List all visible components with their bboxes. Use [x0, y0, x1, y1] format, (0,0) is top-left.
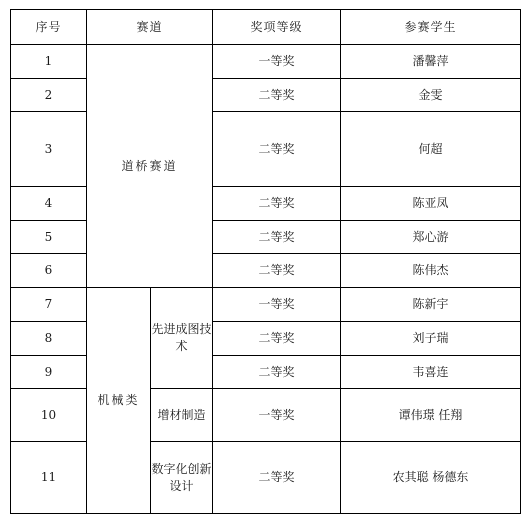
row-index: 1 — [11, 45, 87, 79]
row-award: 二等奖 — [213, 221, 341, 254]
row-award: 一等奖 — [213, 45, 341, 79]
row-index: 7 — [11, 288, 87, 322]
row-index: 5 — [11, 221, 87, 254]
row-index: 6 — [11, 254, 87, 288]
subtrack-advanced-drawing: 先进成图技术 — [151, 288, 213, 389]
row-students: 谭伟璟 任翔 — [341, 389, 521, 442]
header-track: 赛道 — [87, 10, 213, 45]
row-students: 何超 — [341, 112, 521, 187]
row-award: 二等奖 — [213, 322, 341, 356]
row-students: 陈伟杰 — [341, 254, 521, 288]
row-students: 郑心游 — [341, 221, 521, 254]
table-row — [11, 45, 521, 79]
subtrack-additive-manufacturing: 增材制造 — [151, 389, 213, 442]
subtrack-digital-design: 数字化创新设计 — [151, 442, 213, 514]
header-row — [11, 10, 521, 45]
row-students: 农其聪 杨德东 — [341, 442, 521, 514]
row-index: 11 — [11, 442, 87, 514]
row-award: 二等奖 — [213, 254, 341, 288]
row-index: 2 — [11, 79, 87, 112]
row-index: 10 — [11, 389, 87, 442]
track-bridge: 道桥赛道 — [87, 45, 213, 288]
awards-table — [10, 9, 521, 514]
row-award: 一等奖 — [213, 389, 341, 442]
row-index: 4 — [11, 187, 87, 221]
row-award: 一等奖 — [213, 288, 341, 322]
row-award: 二等奖 — [213, 112, 341, 187]
row-award: 二等奖 — [213, 356, 341, 389]
row-students: 韦喜连 — [341, 356, 521, 389]
row-index: 3 — [11, 112, 87, 187]
row-award: 二等奖 — [213, 79, 341, 112]
row-students: 陈亚凤 — [341, 187, 521, 221]
track-mechanical: 机械类 — [87, 288, 151, 514]
row-students: 陈新宇 — [341, 288, 521, 322]
row-students: 潘馨萍 — [341, 45, 521, 79]
row-students: 金雯 — [341, 79, 521, 112]
row-award: 二等奖 — [213, 187, 341, 221]
row-award: 二等奖 — [213, 442, 341, 514]
header-students: 参赛学生 — [341, 10, 521, 45]
header-index: 序号 — [11, 10, 87, 45]
row-students: 刘子瑞 — [341, 322, 521, 356]
row-index: 9 — [11, 356, 87, 389]
header-award: 奖项等级 — [213, 10, 341, 45]
row-index: 8 — [11, 322, 87, 356]
table-row — [11, 288, 521, 322]
